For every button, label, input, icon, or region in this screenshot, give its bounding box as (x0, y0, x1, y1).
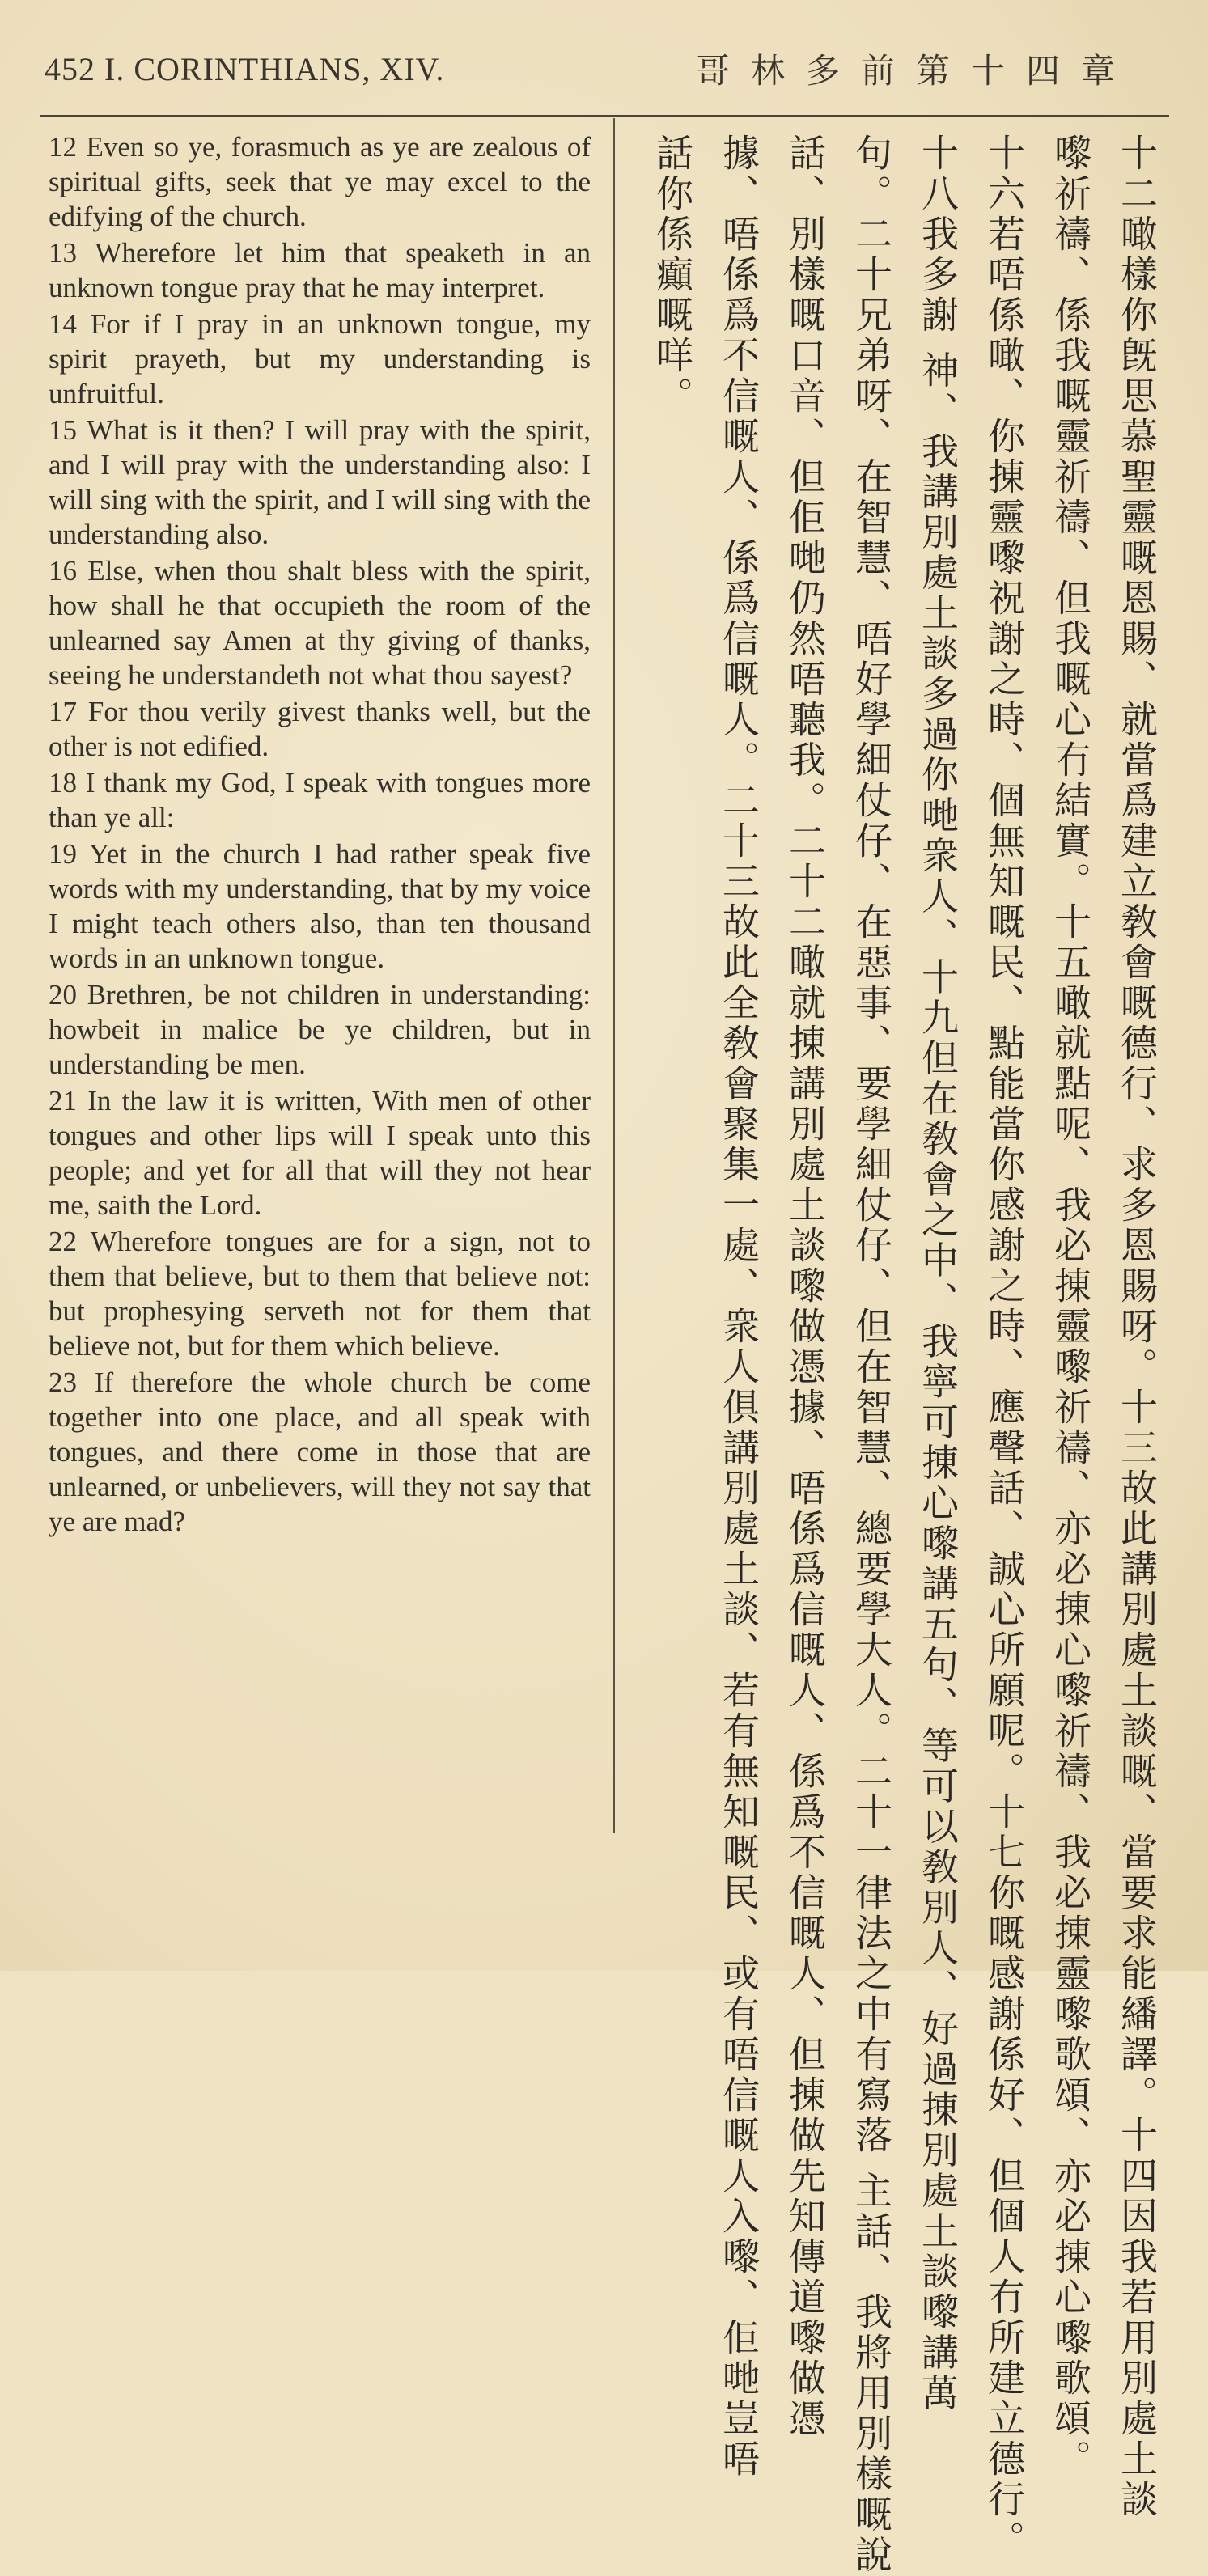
chinese-column (627, 133, 1165, 2576)
chinese-line-3: 十六若唔係噉、你㨂靈嚟祝謝之時、個無知嘅民、點能當你感謝之時、應聲話、誠心所願呢。十七你嘅感謝係好、但個人冇所建立德行。 (982, 133, 1026, 2561)
chinese-line-7: 據、唔係爲不信嘅人、係爲信嘅人。二十三故此全敎會聚集一處、衆人俱講別處土談、若有無知嘅民、或有唔信嘅人入嚟、佢哋豈唔 (717, 133, 761, 2480)
verse-23: 23 If therefore the whole church be come together into one place, and all speak with tongues, and there come in those that are unlearned, or unbelievers, will they not say that ye are mad? (49, 1366, 591, 1537)
chinese-line-2: 嚟祈禱、係我嘅靈祈禱、但我嘅心冇結實。十五噉就點呢、我必㨂靈嚟祈禱、亦必㨂心嚟祈禱、我必㨂靈嚟歌頌、亦必㨂心嚟歌頌。 (1049, 133, 1092, 2480)
verse-16: 16 Else, when thou shalt bless with the spirit, how shall he that occupieth the room of the unlearned say Amen at thy giving of thanks, seeing he understandeth not what thou sayest? (49, 555, 591, 691)
verse-17: 17 For thou verily givest thanks well, but the other is not edified. (49, 696, 591, 762)
page-header-english: 452 I. CORINTHIANS, XIV. (45, 51, 445, 87)
verse-14: 14 For if I pray in an unknown tongue, my spirit prayeth, but my understanding is unfruitful. (49, 308, 591, 409)
header-rule (40, 115, 1169, 117)
chinese-line-8: 話你係癲嘅咩。 (651, 133, 694, 417)
page-header-chinese: 哥林多前第十四章 (696, 53, 1137, 91)
chinese-line-1: 十二噉樣你旣思慕聖靈嘅恩賜、就當爲建立敎會嘅德行、求多恩賜呀。十三故此講別處土談嘅、當要求能繙譯。十四因我若用別處土談 (1115, 133, 1159, 2520)
verse-13: 13 Wherefore let him that speaketh in an unknown tongue pray that he may interpret. (49, 237, 591, 303)
verse-19: 19 Yet in the church I had rather speak five words with my understanding, that by my voice I might teach others also, than ten thousand words in an unknown tongue. (49, 838, 591, 974)
chinese-line-4: 十八我多謝 神、我講別處土談多過你哋衆人、十九但在敎會之中、我寧可㨂心嚟講五句、等可以敎別人、好過㨂別處土談嚟講萬 (916, 133, 960, 2414)
column-divider (613, 118, 615, 1833)
chinese-line-6: 話、別樣嘅口音、但佢哋仍然唔聽我。二十二噉就㨂講別處土談嚟做憑據、唔係爲信嘅人、係爲不信嘅人、但㨂做先知傳道嚟做憑 (783, 133, 827, 2439)
verse-20: 20 Brethren, be not children in understanding: howbeit in malice be ye children, but in understanding be men. (49, 979, 591, 1080)
verse-15: 15 What is it then? I will pray with the spirit, and I will pray with the understanding also: I will sing with the spirit, and I will sing with the understanding also. (49, 414, 591, 550)
verse-18: 18 I thank my God, I speak with tongues more than ye all: (49, 767, 591, 833)
verse-12: 12 Even so ye, forasmuch as ye are zealous of spiritual gifts, seek that ye may excel to the edifying of the church. (49, 131, 591, 232)
chinese-line-5: 句。二十兄弟呀、在智慧、唔好學細仗仔、在惡事、要學細仗仔、但在智慧、總要學大人。二十一律法之中有寫落 主話、我將用別樣嘅說 (850, 133, 893, 2576)
verse-21: 21 In the law it is written, With men of other tongues and other lips will I speak unto this people; and yet for all that will they not hear me, saith the Lord. (49, 1085, 591, 1221)
verse-22: 22 Wherefore tongues are for a sign, not to them that believe, but to them that believe not: but prophesying serveth not for them that believe not, but for them which believe. (49, 1226, 591, 1362)
english-column (49, 129, 591, 1540)
